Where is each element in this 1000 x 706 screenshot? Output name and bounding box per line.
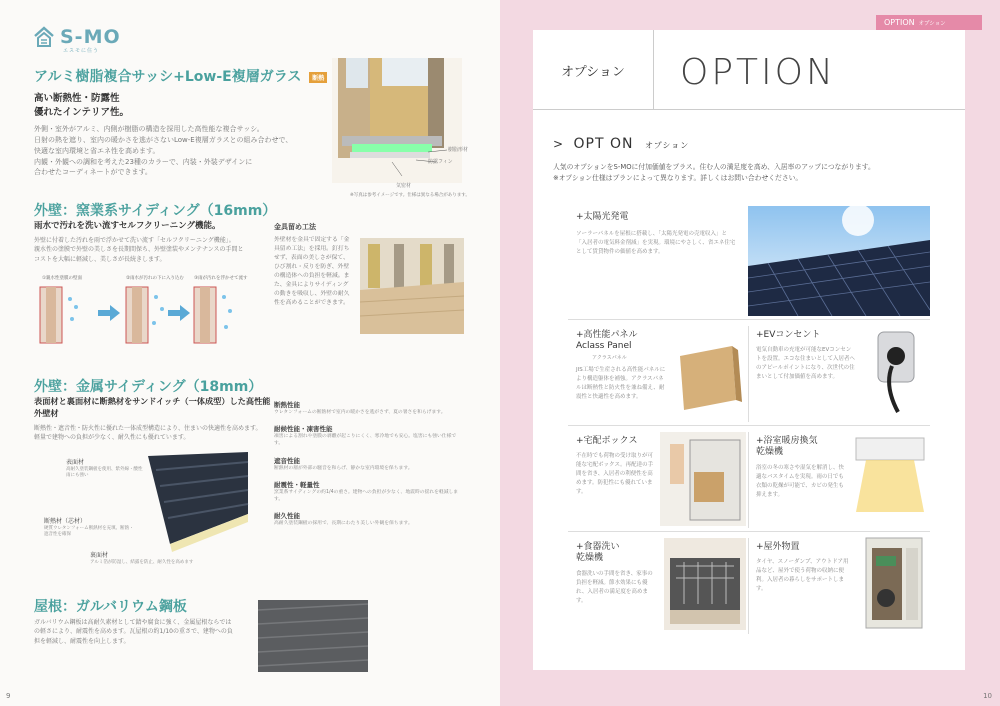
clip-fastening-photo: [360, 238, 464, 334]
delivery-box-image: [660, 432, 746, 526]
diagram-step-3: ③雨が汚れを浮かせて流す: [194, 276, 248, 281]
header-en: OPTION: [680, 52, 836, 93]
ceramic-body: 外壁に付着した汚れを雨で浮かせて洗い流す「セルフクリーニング機能」。 親水性の塗膜で外壁の美しさを長期間保ち、外壁塗装やメンテナンスの手間と コストを大幅に軽減し、美しさが長続きします。: [34, 237, 244, 263]
feature-1-title: 断熱性能: [274, 401, 300, 409]
outdoor-storage-image: [860, 534, 928, 632]
feature-5-title: 耐久性能: [274, 512, 300, 521]
option-title: +宅配ボックス: [576, 436, 638, 446]
callout-fin: 防露フィン: [428, 159, 453, 165]
sash-body: 外側・室外がアルミ、内側が樹脂の構造を採用した高性能な複合サッシ。 日射の熱を遮り、室内の暖かさを逃がさないLow-E複層ガラスとの組み合わせで、 快適な室内環境と省エネ性を高めます。 内観・外観への調和を考えた23種のカラーで、内装・外装デザインに 合わせたコーディネートができます。: [34, 125, 293, 177]
option-solar: [568, 204, 930, 320]
sash-lead: 高い断熱性・防露性 優れたインテリア性。: [34, 93, 130, 118]
feature-3-title: 遮音性能: [274, 456, 300, 465]
callout-resin: 樹脂形材: [448, 147, 469, 153]
solar-panel-image: [748, 206, 930, 316]
method-title: 金具留め工法: [274, 223, 316, 231]
option-row-4: [568, 534, 930, 638]
metal-siding-title: 外壁：金属サイディング（18mm）: [34, 379, 263, 395]
option-body: 不在時でも荷物の受け取りが可能な宅配ボックス。再配達の手間を省き、入居者の利便性を高めます。防犯性にも優れています。: [576, 453, 654, 496]
tag-jp: オプション: [918, 20, 946, 27]
option-row-2: [568, 322, 930, 426]
method-body: 外壁材を金具で固定する「金具留め工法」を採用。釘打ちせず、表面の美しさが保て、ひび割れ・反りを防ぎ、外壁の構造体への負担を軽減。また、金具によりサイディングの動きを吸収し、外壁の耐久性を高めることができます。: [274, 237, 350, 306]
feature-2-body: 凍害による割れや塗膜の剥離が起こりにくく、寒冷地でも安心。塩害にも強い仕様です。: [274, 434, 457, 447]
ev-charger-image: [864, 326, 928, 418]
option-title: +食器洗い 乾燥機: [576, 542, 620, 564]
ceramic-siding-title: 外壁：窯業系サイディング（16mm）: [34, 203, 277, 219]
option-subtitle: アクラスパネル: [592, 355, 627, 361]
galvalume-roof-image: [258, 600, 368, 672]
label-surface-desc: 高耐久塗装鋼板を使用、紫外線・酸性雨にも強い: [66, 467, 143, 478]
feature-5-body: 高耐久塗装鋼板の採用で、長期にわたり美しい外観を保ちます。: [274, 521, 413, 527]
feature-3-body: 断熱材の層が外部の騒音を和らげ、静かな室内環境を保ちます。: [274, 465, 413, 471]
option-description: 人気のオプションをS-MOに付加価値をプラス。住む人の満足度を高め、入居率のアップにつながります。 ※オプション仕様はプランによって異なります。詳しくはお問い合わせください。: [553, 163, 875, 182]
option-body: ソーラーパネルを屋根に搭載し、「太陽光発電の売電収入」と「入居者の電気料金削減」を実現。環境にやさしく、省エネ住宅として賃貸物件の価値を高めます。: [576, 231, 736, 256]
roof-body: ガルバリウム鋼板は高耐久素材として錆や腐食に強く、金属屋根ならではの軽さにより、耐震性を高めます。瓦屋根の約1/10の重さで、建物への負担を軽減し、耐震性を向上します。: [34, 619, 233, 645]
feature-4-title: 耐震性・軽量性: [274, 480, 320, 489]
metal-lead: 表面材と裏面材に断熱材をサンドイッチ（一体成型）した高性能外壁材: [34, 396, 271, 418]
label-back: 裏面材: [90, 552, 109, 559]
feature-2-title: 耐候性能・凍害性能: [274, 425, 333, 434]
diagram-step-1: ①親水性塗膜の壁面: [42, 276, 83, 281]
self-cleaning-diagram: [34, 275, 264, 347]
option-header: [533, 30, 965, 110]
option-title: +浴室暖房換気 乾燥機: [756, 436, 818, 458]
option-body: 浴室の冬の寒さや湿気を解消し、快適なバスタイムを実現。雨の日でも衣類の乾燥が可能で、カビの発生も抑えます。: [756, 465, 845, 499]
aclass-panel-image: [672, 340, 744, 412]
option-body: JIS工場で生産される高性能パネルにより構造躯体を補強。アクラスパネルは断熱性と防火性を兼ね備え、耐震性と快適性を高めます。: [576, 367, 666, 401]
left-page-number: 9: [6, 692, 11, 700]
smo-logo: [33, 26, 121, 54]
badge-insulation: 断熱: [309, 72, 327, 83]
subheading-jp: オプション: [644, 141, 690, 150]
option-tag-band: [876, 15, 982, 30]
roof-title: 屋根：ガルバリウム鋼板: [34, 599, 187, 615]
option-row-3: [568, 428, 930, 532]
house-logo-icon: [33, 26, 55, 48]
logo-subtitle: エスモに住う: [63, 48, 100, 54]
tag-en: OPTION: [884, 18, 915, 27]
option-body: 電気自動車の充電が可能なEVコンセントを設置。エコな住まいとして入居者へのアピールポイントになり、次世代の住まいとして付加価値を高めます。: [756, 347, 856, 381]
subheading-en: OPT ON: [573, 136, 634, 152]
label-core-desc: 硬質ウレタンフォーム断熱材を充填、断熱・遮音性を確保: [44, 526, 134, 537]
right-page-number: 10: [983, 692, 992, 700]
logo-text: S-MO: [60, 26, 121, 48]
dishwasher-image: [664, 538, 746, 630]
chevron-right-icon: >: [553, 137, 565, 151]
metal-feature-list: [274, 400, 464, 527]
label-back-desc: アルミ箔が防湿し、結露を防止、耐久性を高めます: [90, 560, 194, 565]
option-body: タイヤ、スノーダンプ、アウトドア用品など、屋外で使う荷物の収納に便利。入居者の暮らしをサポートします。: [756, 559, 849, 593]
option-title: +高性能パネル Aclass Panel: [576, 330, 638, 352]
diagram-step-2: ②雨水が汚れの下に入り込む: [126, 276, 185, 281]
label-surface: 表面材: [66, 459, 85, 466]
feature-4-body: 窯業系サイディングの約1/4の重さ。建物への負担が少なく、地震時の揺れを軽減します。: [274, 489, 459, 502]
ceramic-lead: 雨水で汚れを洗い流すセルフクリーニング機能。: [34, 221, 221, 231]
option-title: +屋外物置: [756, 542, 800, 552]
label-core: 断熱材（芯材）: [44, 518, 87, 525]
callout-airtight: 気密材: [396, 183, 412, 189]
sash-caption: ※写真は参考イメージです。仕様は異なる場合があります。: [350, 193, 470, 198]
feature-1-body: ウレタンフォームの断熱材で室内の暖かさを逃がさず、夏の暑さを和らげます。: [274, 410, 446, 415]
option-title: +EVコンセント: [756, 330, 821, 340]
option-title: +太陽光発電: [576, 212, 629, 222]
header-jp: オプション: [533, 30, 654, 110]
option-panel: [533, 30, 965, 670]
right-page: [500, 0, 1000, 706]
metal-body: 断熱性・遮音性・防火性に優れた一体成型構造により、住まいの快適性を高めます。 軽量で建物への負担が少なく、耐久性にも優れています。: [34, 425, 262, 442]
option-subheading: [553, 136, 689, 152]
bath-dryer-image: [852, 432, 928, 522]
option-body: 食器洗いの手間を省き、家事の負担を軽減。節水効果にも優れ、入居者の満足度を高めます。: [576, 571, 653, 605]
sash-title: アルミ樹脂複合サッシ+Low-E複層ガラス 断熱: [34, 66, 359, 86]
